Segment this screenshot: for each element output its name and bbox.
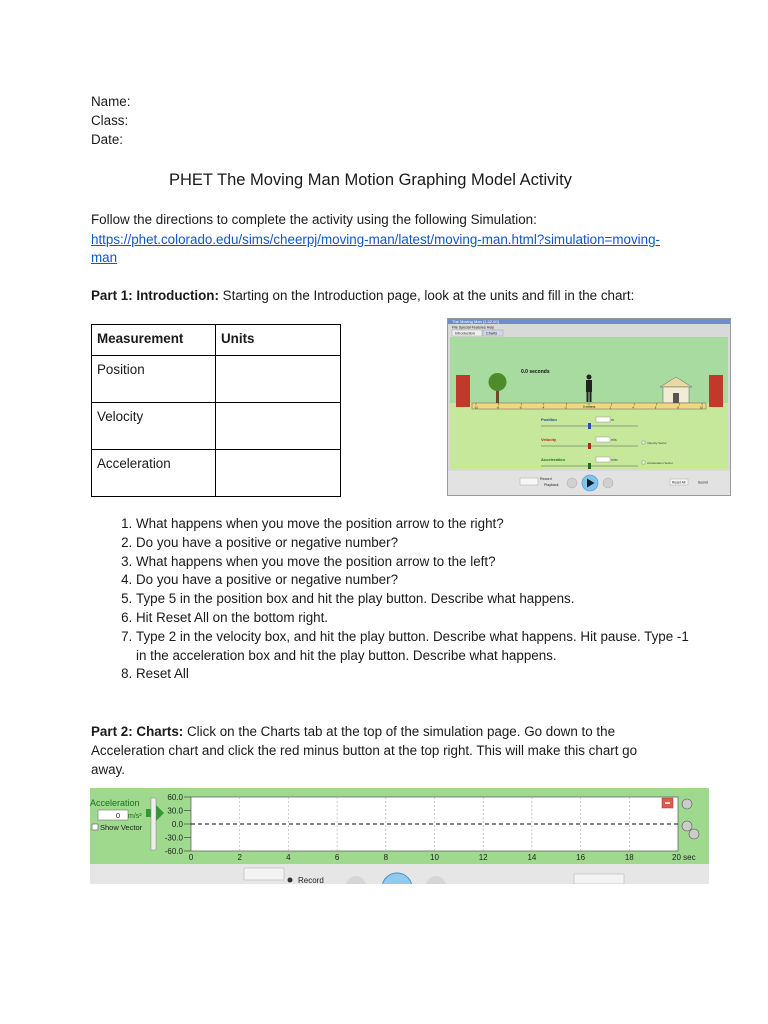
y-tick-label: 30.0 [167,806,183,816]
y-tick-label: -30.0 [164,833,183,843]
list-item: 3. What happens when you move the position arrow to the left? [136,553,696,572]
units-table [91,324,341,497]
sim1-position-input [596,417,610,422]
x-tick-label: 14 [527,853,537,862]
velocity-slider-thumb [588,443,591,449]
moving-man-icon [586,380,592,392]
sim1-acceleration-unit: m/s² [611,458,618,462]
table-header-row [92,325,341,356]
accel-slider [151,798,156,850]
sim1-velocity-label: Velocity [541,437,557,442]
x-tick-label: 16 [576,853,586,862]
header-measurement: Measurement [92,325,216,356]
sim1-playback: Playback [544,483,559,487]
list-item: 2. Do you have a positive or negative number? [136,534,696,553]
sim1-tab-charts-label: Charts [486,331,498,336]
list-item: 7. Type 2 in the velocity box, and hit the play button. Describe what happens. Hit pause. Type -1 in the acceleration box and hit the play button. Describe what happens. [136,628,696,666]
class-label: Class: [91,113,129,128]
ruler-tick-label: 2 [609,405,612,410]
ruler-tick-label: -2 [564,405,567,410]
ruler-tick-label: 10 [700,405,704,410]
sim1-acceleration-label: Acceleration [541,457,566,462]
list-item: 6. Hit Reset All on the bottom right. [136,609,696,628]
table-row [92,450,341,497]
table-row [92,403,341,450]
accel-unit: m/s² [128,813,142,820]
row-position: Position [92,356,216,403]
x-tick-label: 20 sec [672,853,696,862]
x-tick-label: 4 [286,853,291,862]
list-item: 8. Reset All [136,665,696,684]
ruler-tick-label: 6 [654,405,657,410]
x-tick-label: 0 [188,853,194,862]
y-tick-label: -60.0 [164,846,183,856]
ruler-tick-label: -4 [541,405,545,410]
units-cell-position[interactable] [216,356,341,403]
date-label: Date: [91,132,124,147]
part1-heading [91,286,634,305]
simulation-link-cont[interactable] [91,248,117,267]
zoom-out-vertical-icon [689,829,699,839]
record-label: Record [298,876,324,884]
acceleration-chart-screenshot [90,788,709,884]
sim1-position-unit: m [611,418,614,422]
sim1-velocity-unit: m/s [611,438,617,442]
ruler-tick-label: -10 [474,405,479,410]
sim1-tab-intro-label: Introduction [455,331,475,336]
row-velocity: Velocity [92,403,216,450]
x-tick-label: 8 [383,853,389,862]
accel-value: 0 [115,811,120,820]
sim1-sound: Sound [698,480,708,485]
moving-man-intro-screenshot [447,318,731,496]
table-row [92,356,341,403]
accel-value-box [98,810,128,820]
part2-line3: away. [91,762,125,777]
sim1-time: 0.0 seconds [521,369,550,375]
ruler-center-label: 0 meters [583,405,596,409]
ruler-tick-label: -8 [496,405,500,410]
ruler-tick-label: -6 [519,405,522,410]
simulation-link-line2[interactable]: man [91,250,118,265]
sim1-position-label: Position [541,417,557,422]
question-list [112,515,696,684]
simulation-link-line1[interactable]: https://phet.colorado.edu/sims/cheerpj/moving-man/latest/moving-man.html?simulation=moving- [91,232,660,247]
chart-label: Acceleration [90,798,140,808]
zoom-in-icon [682,799,692,809]
name-label: Name: [91,94,131,109]
header-units: Units [216,325,341,356]
sim1-menu: File Special Features Help [452,325,495,330]
row-acceleration: Acceleration [92,450,216,497]
ruler-tick-label: 8 [677,405,679,410]
x-tick-label: 10 [430,853,439,862]
left-wall [456,375,470,407]
zoom-out-icon [682,821,692,831]
list-item: 1. What happens when you move the position arrow to the right? [136,515,696,534]
part2-line2: Acceleration chart and click the red minus button at the top right. This will make this chart go [91,743,638,758]
acceleration-slider-thumb [588,463,591,469]
show-vector-label: Show Vector [100,823,143,832]
units-cell-velocity[interactable] [216,403,341,450]
part2-label: Part 2: Charts: [91,724,184,739]
sim1-record: Record [540,477,552,481]
sim1-reset-all: Reset All [672,480,686,485]
show-vector-checkbox [92,824,98,830]
simulation-link[interactable] [91,230,660,249]
x-tick-label: 18 [624,853,634,862]
part1-label: Part 1: Introduction: [91,288,219,303]
x-tick-label: 12 [478,853,488,862]
list-item: 5. Type 5 in the position box and hit the play button. Describe what happens. [136,590,696,609]
sim1-velocity-input [596,437,610,442]
list-item: 4. Do you have a positive or negative number? [136,571,696,590]
sim1-acceleration-vector: Acceleration Vector [647,461,673,465]
units-cell-acceleration[interactable] [216,450,341,497]
document-title: PHET The Moving Man Motion Graphing Model Activity [169,171,572,189]
x-tick-label: 6 [334,853,340,862]
ruler-tick-label: 4 [632,405,634,410]
sim1-acceleration-input [596,457,610,462]
intro-text: Follow the directions to complete the activity using the following Simulation: [91,212,537,227]
y-tick-label: 60.0 [167,792,183,802]
part2-heading [91,722,615,741]
right-wall [709,375,723,407]
part1-text: Starting on the Introduction page, look at the units and fill in the chart: [218,288,635,303]
x-tick-label: 2 [237,853,242,862]
y-tick-label: 0.0 [171,819,183,829]
part2-line1: Click on the Charts tab at the top of the simulation page. Go down to the [183,724,616,739]
sim1-window-title: The Moving Man (1.02.00) [452,319,499,325]
sim1-velocity-vector: Velocity Vector [647,441,667,445]
position-slider-thumb [588,423,591,429]
